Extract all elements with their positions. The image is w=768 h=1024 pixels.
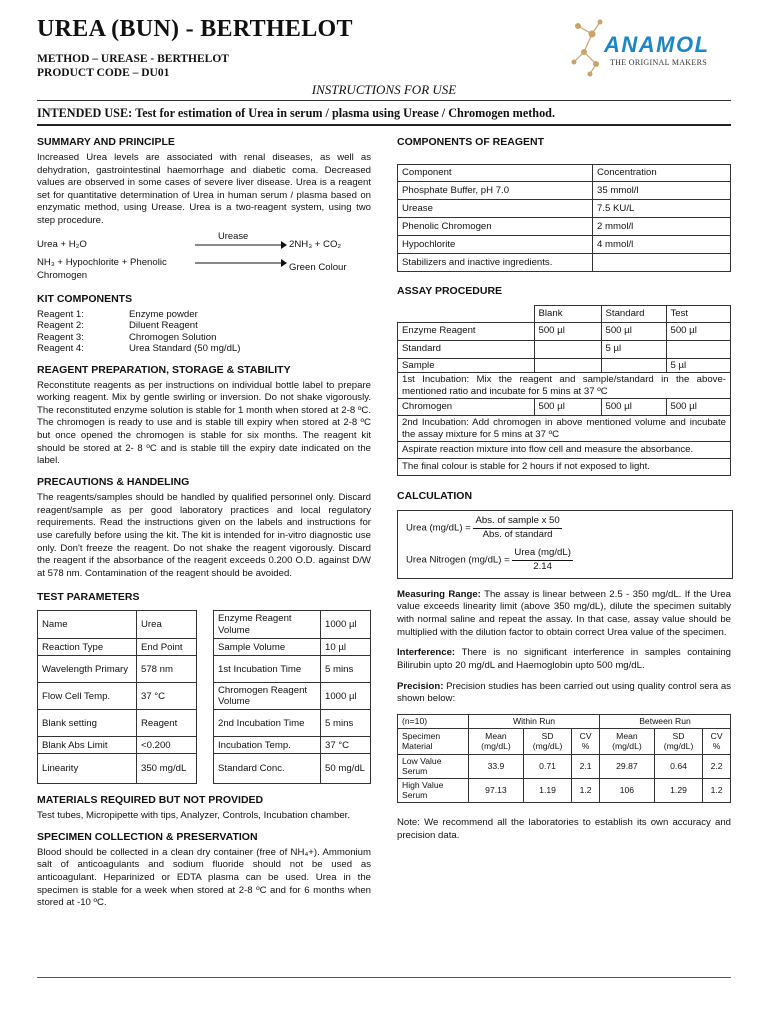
- table-row: Phenolic Chromogen 2 mmol/l: [398, 217, 731, 235]
- table-row: Specimen Material Mean (mg/dL) SD (mg/dL) CV % Mean (mg/dL) SD (mg/dL) CV %: [398, 728, 731, 754]
- prep-section: [37, 364, 371, 468]
- divider: [37, 124, 731, 126]
- brand-name: ANAMOL: [604, 32, 710, 57]
- divider: [37, 100, 731, 101]
- anamol-logo: [570, 18, 740, 78]
- reaction2-right: Green Colour: [289, 261, 347, 273]
- brand-tagline: THE ORIGINAL MAKERS: [610, 58, 707, 67]
- test-params-right-table: [213, 610, 371, 784]
- page-title: UREA (BUN) - BERTHELOT: [37, 16, 353, 42]
- note-text: Note: We recommend all the laboratories to establish its own accuracy and precision data.: [397, 816, 731, 841]
- table-row: Enzyme Reagent Volume 1000 µl: [214, 611, 371, 639]
- assay-heading: ASSAY PROCEDURE: [397, 284, 503, 297]
- materials-heading: MATERIALS REQUIRED BUT NOT PROVIDED: [37, 794, 264, 807]
- method-line: METHOD – UREASE - BERTHELOT: [37, 53, 229, 65]
- table-row: Wavelength Primary 578 nm: [38, 656, 197, 683]
- table-row: Blank Abs Limit <0.200: [38, 737, 197, 754]
- arrow-icon: [195, 259, 287, 267]
- table-row: Low Value Serum 33.9 0.71 2.1 29.87 0.64 2.2: [398, 754, 731, 778]
- interference: Interference: There is no significant interference in samples containing Bilirubin upto 20 mg/dL and Haemoglobin upto 500 mg/dL.: [397, 647, 731, 671]
- table-row: Aspirate reaction mixture into flow cell and measure the absorbance.: [398, 442, 731, 459]
- precision-table: [397, 714, 731, 803]
- instructions-heading: INSTRUCTIONS FOR USE: [311, 82, 457, 97]
- table-row: Sample Volume 10 µl: [214, 639, 371, 656]
- kit-heading: KIT COMPONENTS: [37, 292, 133, 305]
- components-heading: COMPONENTS OF REAGENT: [397, 136, 545, 148]
- table-row: 1st Incubation: Mix the reagent and sample/standard in the above-mentioned ratio and incubate for 5 mins at 37 ºC: [398, 373, 731, 399]
- table-row: Chromogen 500 µl 500 µl 500 µl: [398, 399, 731, 416]
- table-row: 2nd Incubation Time 5 mins: [214, 710, 371, 737]
- table-row: Reagent 4: Urea Standard (50 mg/dL): [37, 343, 241, 355]
- assay-section: [397, 285, 731, 476]
- specimen-section: [37, 831, 371, 910]
- formula-urea: Urea (mg/dL) = $\frac{\text{Abs. of sample x 50}}{\text{Abs. of standard}}$: [406, 515, 560, 540]
- reaction1-right: 2NH₃ + CO₂: [289, 238, 342, 250]
- table-row: Name Urea: [38, 611, 197, 639]
- test-params-section: [37, 591, 371, 791]
- prep-heading: REAGENT PREPARATION, STORAGE & STABILITY: [37, 363, 291, 376]
- summary-heading: SUMMARY AND PRINCIPLE: [37, 136, 175, 148]
- test-params-left-table: [37, 610, 197, 784]
- summary-section: [37, 136, 371, 287]
- table-row: (n=10) Within Run Between Run: [398, 714, 731, 728]
- table-row: The final colour is stable for 2 hours if not exposed to light.: [398, 459, 731, 476]
- table-row: Blank setting Reagent: [38, 710, 197, 737]
- arrow-icon: [195, 241, 287, 249]
- reaction1-left: Urea + H₂O: [37, 238, 87, 250]
- measuring-range: Measuring Range: The assay is linear between 2.5 - 350 mg/dL. If the Urea value exceeds linearity limit (above 350 mg/dL), dilute the specimen suitably with normal saline and repeat the assay. In that case, assay value should be multiplied with the dilution factor to obtain correct Urea value of the specimen.: [397, 588, 731, 638]
- table-row: 1st Incubation Time 5 mins: [214, 656, 371, 683]
- formula-urea-nitrogen: Urea Nitrogen (mg/dL) = $\frac{\text{Urea (mg/dL)}}{2.14}$: [406, 547, 571, 573]
- table-row: Reaction Type End Point: [38, 639, 197, 656]
- table-row: Standard Conc. 50 mg/dL: [214, 754, 371, 784]
- calculation-section: [397, 490, 731, 578]
- table-row: Blank Standard Test: [398, 305, 731, 322]
- materials-section: [37, 794, 371, 823]
- precision: Precision: Precision studies has been carried out using quality control sera as shown below:: [397, 680, 731, 705]
- table-row: Incubation Temp. 37 °C: [214, 737, 371, 754]
- table-row: Chromogen Reagent Volume 1000 µl: [214, 683, 371, 710]
- table-row: Phosphate Buffer, pH 7.0 35 mmol/l: [398, 181, 731, 199]
- footer-divider: [37, 977, 731, 978]
- table-row: High Value Serum 97.13 1.19 1.2 106 1.29 1.2: [398, 778, 731, 802]
- specimen-text: Blood should be collected in a clean dry container (free of NH₄+). Ammonium salt of anticoagulants and sodium fluoride should not be used as anticoagulant. Heparinized or EDTA plasma can be used. Urea in the specimen is stable for a week when stored at 2-8 ºC and for 6 months when stored at -10 ºC.: [37, 846, 371, 909]
- left-column: [37, 136, 371, 910]
- table-row: Standard 5 µl: [398, 340, 731, 358]
- materials-text: Test tubes, Micropipette with tips, Analyzer, Controls, Incubation chamber.: [37, 810, 351, 822]
- table-row: Reagent 2: Diluent Reagent: [37, 320, 198, 332]
- intended-use: [37, 105, 555, 121]
- table-row: 2nd Incubation: Add chromogen in above mentioned volume and incubate the assay mixture for 5 mins at 37 ºC: [398, 416, 731, 442]
- prep-text: Reconstitute reagents as per instructions on individual bottle label to prepare working reagent. Mix by gentle swirling or inversion. Do not shake vigorously. The reconstituted enzyme solution is stable for 1 month when stored at 2-8 ºC. The chromogen is ready to use and is stable till expiry when stored at 2-8 ºC but once opened the chromogen is stable for six months. The reagent kit should be stored at 2- 8 ºC and is stable till the expiry date indicated on the label.: [37, 379, 371, 467]
- table-row: Reagent 1: Enzyme powder: [37, 308, 198, 320]
- precautions-text: The reagents/samples should be handled by qualified personnel only. Discard reagent/sample as per good laboratory practices and local regulatory requirements. Read the instructions given on the labels and instructions for use carefully before using the kit. The kit is intended for in-vitro diagnostic use only. Don't freeze the reagent. Do not shake the reagent vigorously. Discard the reagent if the absorbance of the reagent exceeds 0.200 O.D. against D/W at 578 nm. Contamination of the reagent should be avoided.: [37, 491, 371, 579]
- table-row: Enzyme Reagent 500 µl 500 µl 500 µl: [398, 322, 731, 340]
- table-row: Sample 5 µl: [398, 358, 731, 373]
- table-row: Stabilizers and inactive ingredients.: [398, 253, 731, 271]
- reaction1-enzyme: Urease: [218, 229, 249, 241]
- intended-use-text: Test for estimation of Urea in serum / plasma using Urease / Chromogen method.: [135, 106, 555, 120]
- specimen-heading: SPECIMEN COLLECTION & PRESERVATION: [37, 830, 258, 843]
- summary-text: Increased Urea levels are associated with renal diseases, as well as dehydration, gastrointestinal haemorrhage and diabetic coma. Decreased values are observed in some cases of severe liver disease. Urea is a reagent set for quantitative determination of Urea in human serum / plasma based on enzymatic method, using Urease. Urea is a two-reagent system, using two step procedure.: [37, 151, 371, 227]
- table-row: Reagent 3: Chromogen Solution: [37, 331, 217, 343]
- reaction2-left-b: Chromogen: [37, 269, 88, 281]
- components-table: [397, 164, 731, 272]
- table-row: Flow Cell Temp. 37 °C: [38, 683, 197, 710]
- precautions-section: [37, 476, 371, 580]
- table-row: Linearity 350 mg/dL: [38, 754, 197, 784]
- kit-table: [37, 309, 240, 355]
- table-row: Hypochlorite 4 mmol/l: [398, 235, 731, 253]
- reaction2-left-a: NH₃ + Hypochlorite + Phenolic: [37, 256, 167, 268]
- assay-table: [397, 305, 731, 477]
- test-params-heading: TEST PARAMETERS: [37, 590, 140, 603]
- precautions-heading: PRECAUTIONS & HANDELING: [37, 476, 190, 489]
- components-section: [397, 136, 731, 272]
- calculation-heading: CALCULATION: [397, 490, 473, 503]
- intended-use-label: INTENDED USE:: [37, 106, 133, 120]
- product-code: PRODUCT CODE – DU01: [37, 67, 170, 79]
- reaction-scheme: [37, 231, 371, 287]
- kit-section: [37, 293, 371, 355]
- table-row: Urease 7.5 KU/L: [398, 199, 731, 217]
- formula-box: [397, 510, 733, 579]
- table-row: Component Concentration: [398, 164, 731, 181]
- right-column: [397, 136, 731, 842]
